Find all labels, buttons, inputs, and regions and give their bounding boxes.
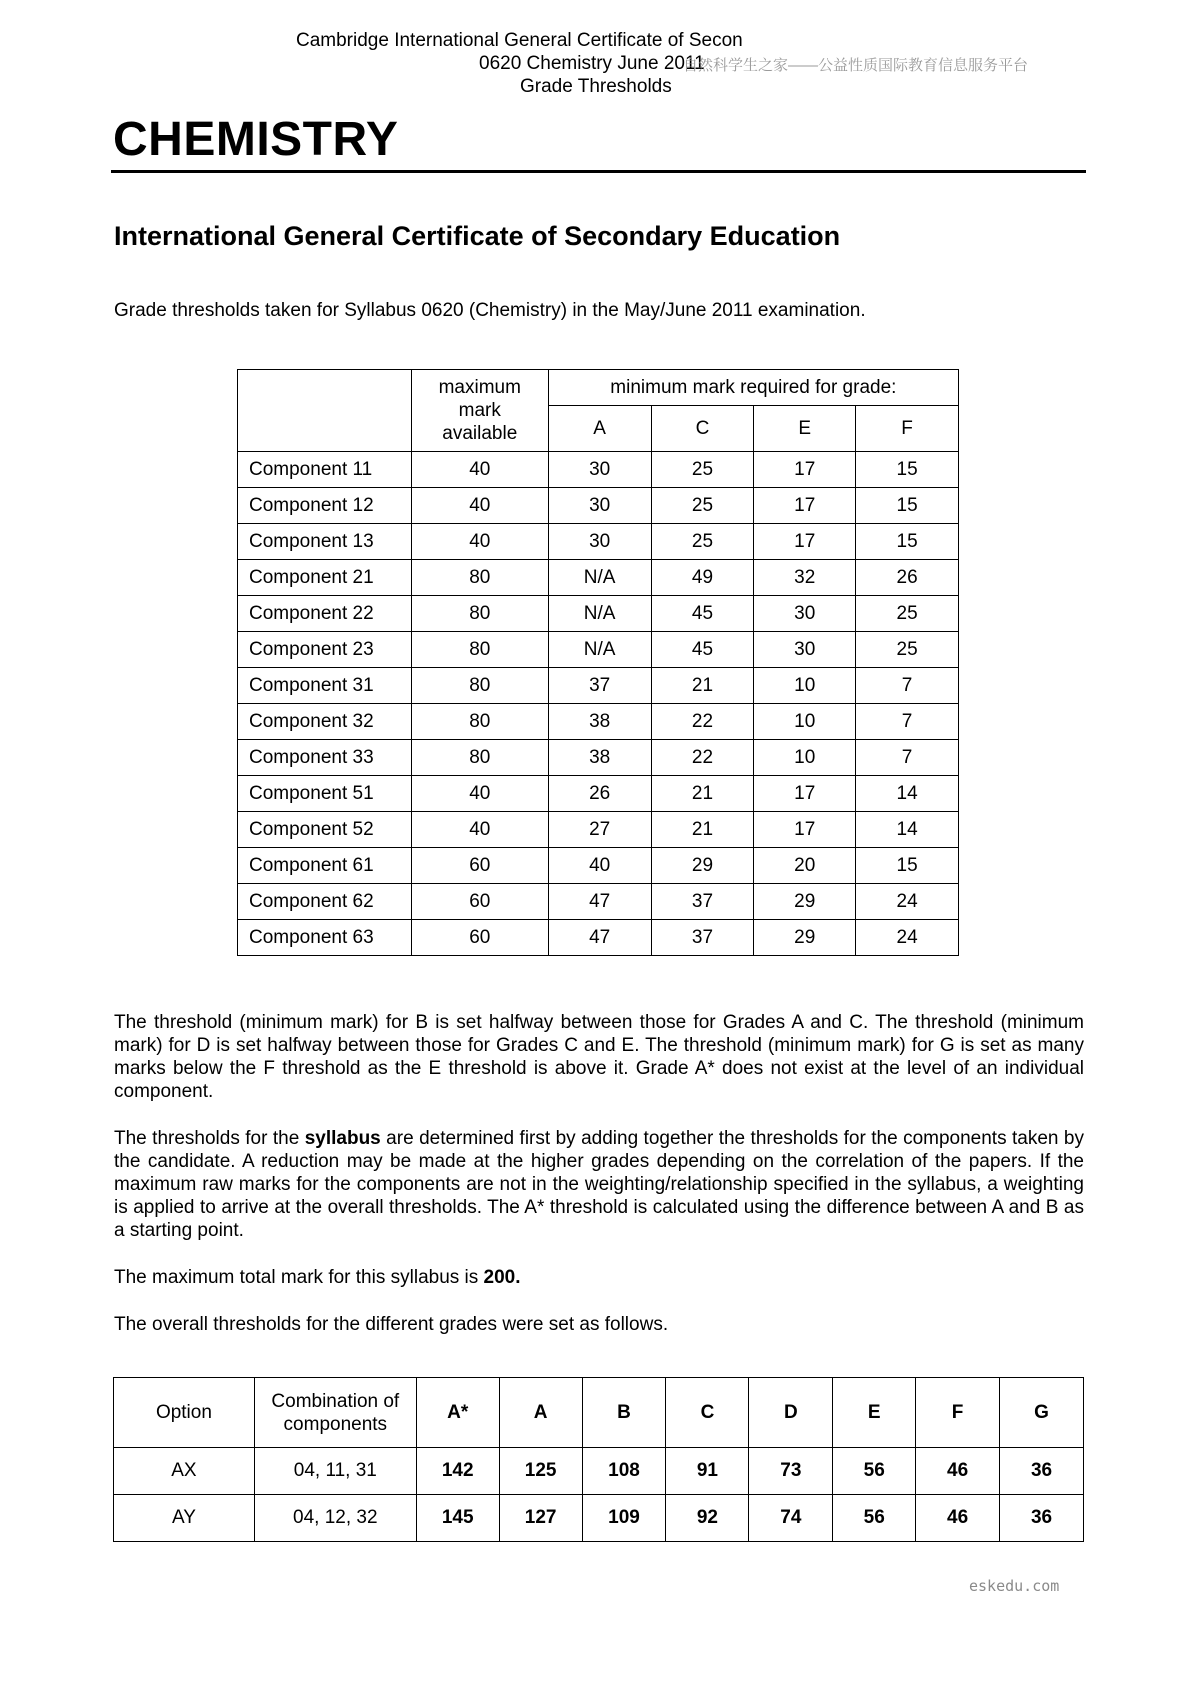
grade-header-cell: G	[1000, 1378, 1084, 1448]
grade-e-cell: 10	[754, 740, 856, 776]
grade-c-cell: 22	[651, 740, 754, 776]
grade-header-cell: A*	[416, 1378, 499, 1448]
grade-c-cell: 37	[651, 920, 754, 956]
grade-e-cell: 17	[754, 452, 856, 488]
table-row	[238, 704, 959, 740]
threshold-value-cell: 36	[1000, 1495, 1084, 1542]
grade-e-cell: 17	[754, 524, 856, 560]
component-name-cell: Component 51	[238, 776, 412, 812]
component-thresholds-table	[237, 369, 959, 956]
threshold-value-cell: 73	[749, 1448, 833, 1495]
max-mark-cell: 40	[411, 776, 548, 812]
threshold-value-cell: 74	[749, 1495, 833, 1542]
grade-a-cell: 27	[548, 812, 651, 848]
threshold-value-cell: 127	[499, 1495, 582, 1542]
overall-table-body	[114, 1378, 1084, 1542]
grade-c-cell: 22	[651, 704, 754, 740]
table-row	[238, 776, 959, 812]
page-subtitle: International General Certificate of Secondary Education	[114, 221, 841, 251]
grade-a-cell: 30	[548, 524, 651, 560]
grade-f-cell: 14	[856, 776, 959, 812]
grade-a-cell: N/A	[548, 596, 651, 632]
paragraph-syllabus-thresholds: The thresholds for the syllabus are determined first by adding together the thresholds for the components taken by the candidate. A reduction may be made at the higher grades depending on the correlation of the papers. If the maximum raw marks for the components are not in the weighting/relationship specified in the syllabus, a weighting is applied to arrive at the overall thresholds. The A* threshold is calculated using the difference between A and B as a starting point.	[114, 1128, 1084, 1241]
grade-c-cell: 25	[651, 524, 754, 560]
grade-f-cell: 7	[856, 668, 959, 704]
grade-e-cell: 17	[754, 812, 856, 848]
grade-e-cell: 17	[754, 776, 856, 812]
component-name-cell: Component 23	[238, 632, 412, 668]
max-mark-cell: 80	[411, 704, 548, 740]
threshold-value-cell: 56	[833, 1495, 916, 1542]
component-name-cell: Component 21	[238, 560, 412, 596]
grade-c-cell: 25	[651, 452, 754, 488]
page-title: CHEMISTRY	[113, 113, 399, 166]
threshold-value-cell: 109	[582, 1495, 666, 1542]
table-row	[238, 632, 959, 668]
footer-site: eskedu.com	[969, 1577, 1060, 1595]
option-cell: AY	[114, 1495, 255, 1542]
max-mark-cell: 40	[411, 524, 548, 560]
grade-f-cell: 7	[856, 740, 959, 776]
header-line-2: 0620 Chemistry June 2011	[479, 53, 705, 74]
grade-f-cell: 24	[856, 884, 959, 920]
grade-a-cell: 47	[548, 920, 651, 956]
grade-header-cell: B	[582, 1378, 666, 1448]
max-mark-cell: 80	[411, 632, 548, 668]
header-blank-cell	[238, 370, 412, 452]
component-name-cell: Component 31	[238, 668, 412, 704]
table-row	[114, 1448, 1084, 1495]
grade-c-cell: 21	[651, 812, 754, 848]
grade-e-cell: 30	[754, 632, 856, 668]
paragraph-max-total: The maximum total mark for this syllabus is 200.	[114, 1267, 521, 1288]
grade-f-cell: 7	[856, 704, 959, 740]
table-row	[238, 488, 959, 524]
component-name-cell: Component 63	[238, 920, 412, 956]
table-row	[238, 452, 959, 488]
max-mark-cell: 60	[411, 920, 548, 956]
threshold-value-cell: 142	[416, 1448, 499, 1495]
grade-f-cell: 14	[856, 812, 959, 848]
grade-f-cell: 15	[856, 524, 959, 560]
threshold-value-cell: 36	[1000, 1448, 1084, 1495]
grade-c-cell: 49	[651, 560, 754, 596]
grade-f-cell: 15	[856, 488, 959, 524]
grade-f-cell: 26	[856, 560, 959, 596]
max-mark-cell: 80	[411, 740, 548, 776]
grade-header-cell: C	[666, 1378, 749, 1448]
component-name-cell: Component 61	[238, 848, 412, 884]
max-mark-cell: 40	[411, 812, 548, 848]
grade-a-cell: 38	[548, 740, 651, 776]
grade-header-f: F	[856, 406, 959, 452]
table-row	[114, 1495, 1084, 1542]
grade-header-c: C	[651, 406, 754, 452]
title-rule	[111, 170, 1086, 173]
intro-text: Grade thresholds taken for Syllabus 0620 (Chemistry) in the May/June 2011 examination.	[114, 300, 866, 321]
table-row	[238, 740, 959, 776]
grade-c-cell: 45	[651, 596, 754, 632]
option-header: Option	[114, 1378, 255, 1448]
component-name-cell: Component 62	[238, 884, 412, 920]
component-name-cell: Component 32	[238, 704, 412, 740]
grade-a-cell: 47	[548, 884, 651, 920]
header-line-1: Cambridge International General Certificate of Secon	[296, 30, 743, 51]
grade-header-cell: F	[916, 1378, 1000, 1448]
grade-a-cell: 37	[548, 668, 651, 704]
grade-header-cell: E	[833, 1378, 916, 1448]
max-mark-cell: 60	[411, 884, 548, 920]
combination-cell: 04, 12, 32	[254, 1495, 416, 1542]
max-mark-cell: 40	[411, 452, 548, 488]
overall-thresholds-table	[113, 1377, 1084, 1542]
grade-f-cell: 25	[856, 596, 959, 632]
grade-c-cell: 21	[651, 668, 754, 704]
grade-e-cell: 10	[754, 704, 856, 740]
grade-a-cell: 40	[548, 848, 651, 884]
table-row	[238, 884, 959, 920]
threshold-value-cell: 56	[833, 1448, 916, 1495]
grade-a-cell: 38	[548, 704, 651, 740]
threshold-value-cell: 46	[916, 1495, 1000, 1542]
min-mark-header: minimum mark required for grade:	[548, 370, 958, 406]
grade-a-cell: N/A	[548, 632, 651, 668]
table-row	[238, 920, 959, 956]
component-name-cell: Component 22	[238, 596, 412, 632]
header-line-3: Grade Thresholds	[520, 76, 672, 97]
grade-e-cell: 29	[754, 884, 856, 920]
table-row	[238, 668, 959, 704]
table-row	[238, 848, 959, 884]
table-row	[238, 524, 959, 560]
component-name-cell: Component 33	[238, 740, 412, 776]
threshold-value-cell: 108	[582, 1448, 666, 1495]
watermark-text: 自然科学生之家——公益性质国际教育信息服务平台	[683, 57, 1029, 74]
grade-c-cell: 37	[651, 884, 754, 920]
max-mark-cell: 80	[411, 560, 548, 596]
table-row	[238, 560, 959, 596]
component-name-cell: Component 52	[238, 812, 412, 848]
grade-e-cell: 20	[754, 848, 856, 884]
table-row	[238, 812, 959, 848]
grade-f-cell: 15	[856, 848, 959, 884]
grade-a-cell: N/A	[548, 560, 651, 596]
grade-header-a: A	[548, 406, 651, 452]
paragraph-overall-intro: The overall thresholds for the different grades were set as follows.	[114, 1314, 669, 1335]
max-mark-cell: 60	[411, 848, 548, 884]
grade-a-cell: 30	[548, 488, 651, 524]
table-row	[238, 596, 959, 632]
threshold-value-cell: 91	[666, 1448, 749, 1495]
component-name-cell: Component 12	[238, 488, 412, 524]
grade-e-cell: 10	[754, 668, 856, 704]
component-name-cell: Component 13	[238, 524, 412, 560]
grade-e-cell: 29	[754, 920, 856, 956]
grade-header-cell: D	[749, 1378, 833, 1448]
grade-f-cell: 25	[856, 632, 959, 668]
grade-f-cell: 15	[856, 452, 959, 488]
paragraph-grade-rules: The threshold (minimum mark) for B is set halfway between those for Grades A and C. The threshold (minimum mark) for D is set halfway between those for Grades C and E. The threshold (minimum mark) for G is set as many marks below the F threshold as the E threshold is above it. Grade A* does not exist at the level of an individual component.	[114, 1012, 1084, 1102]
option-cell: AX	[114, 1448, 255, 1495]
max-mark-cell: 80	[411, 668, 548, 704]
max-mark-cell: 80	[411, 596, 548, 632]
threshold-value-cell: 92	[666, 1495, 749, 1542]
threshold-value-cell: 46	[916, 1448, 1000, 1495]
threshold-value-cell: 145	[416, 1495, 499, 1542]
component-table-body	[238, 452, 959, 956]
grade-a-cell: 26	[548, 776, 651, 812]
grade-c-cell: 29	[651, 848, 754, 884]
combination-cell: 04, 11, 31	[254, 1448, 416, 1495]
max-mark-cell: 40	[411, 488, 548, 524]
grade-header-cell: A	[499, 1378, 582, 1448]
max-mark-header: maximum mark available	[411, 370, 548, 452]
grade-a-cell: 30	[548, 452, 651, 488]
grade-c-cell: 21	[651, 776, 754, 812]
component-name-cell: Component 11	[238, 452, 412, 488]
threshold-value-cell: 125	[499, 1448, 582, 1495]
grade-e-cell: 32	[754, 560, 856, 596]
grade-e-cell: 17	[754, 488, 856, 524]
grade-c-cell: 45	[651, 632, 754, 668]
combination-header: Combination of components	[254, 1378, 416, 1448]
grade-header-e: E	[754, 406, 856, 452]
overall-header-row	[114, 1378, 1084, 1448]
grade-e-cell: 30	[754, 596, 856, 632]
grade-f-cell: 24	[856, 920, 959, 956]
grade-c-cell: 25	[651, 488, 754, 524]
